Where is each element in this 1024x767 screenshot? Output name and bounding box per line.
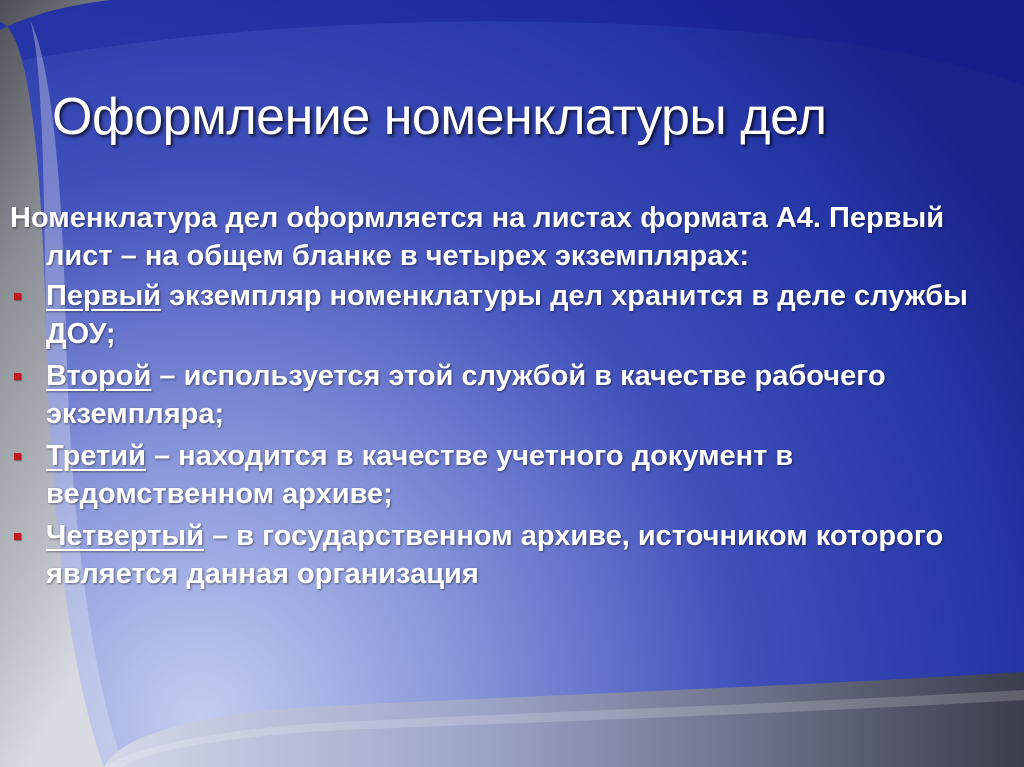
slide-body [10, 200, 1000, 598]
list-item [10, 438, 1000, 513]
list-item-lead: Первый [46, 280, 162, 312]
square-bullet-icon [14, 373, 21, 380]
list-item-text: – используется этой службой в качестве рабочего экземпляра; [46, 360, 886, 430]
square-bullet-icon [14, 453, 21, 460]
list-item-text: экземпляр номенклатуры дел хранится в деле службы ДОУ; [46, 280, 968, 350]
list-item-text: – в государственном архиве, источником которого является данная организация [46, 520, 944, 590]
bullet-list [10, 278, 1000, 593]
list-item-text: – находится в качестве учетного документ в ведомственном архиве; [46, 440, 794, 510]
list-item-lead: Четвертый [46, 520, 205, 552]
list-item [10, 358, 1000, 433]
list-item-lead: Второй [46, 360, 152, 392]
slide-title: Оформление номенклатуры дел [52, 88, 827, 146]
intro-paragraph: Номенклатура дел оформляется на листах формата А4. Первый лист – на общем бланке в четырех экземплярах: [10, 202, 945, 272]
list-item [10, 278, 1000, 353]
square-bullet-icon [14, 533, 21, 540]
list-item-lead: Третий [46, 440, 146, 472]
list-item [10, 518, 1000, 593]
square-bullet-icon [14, 293, 21, 300]
